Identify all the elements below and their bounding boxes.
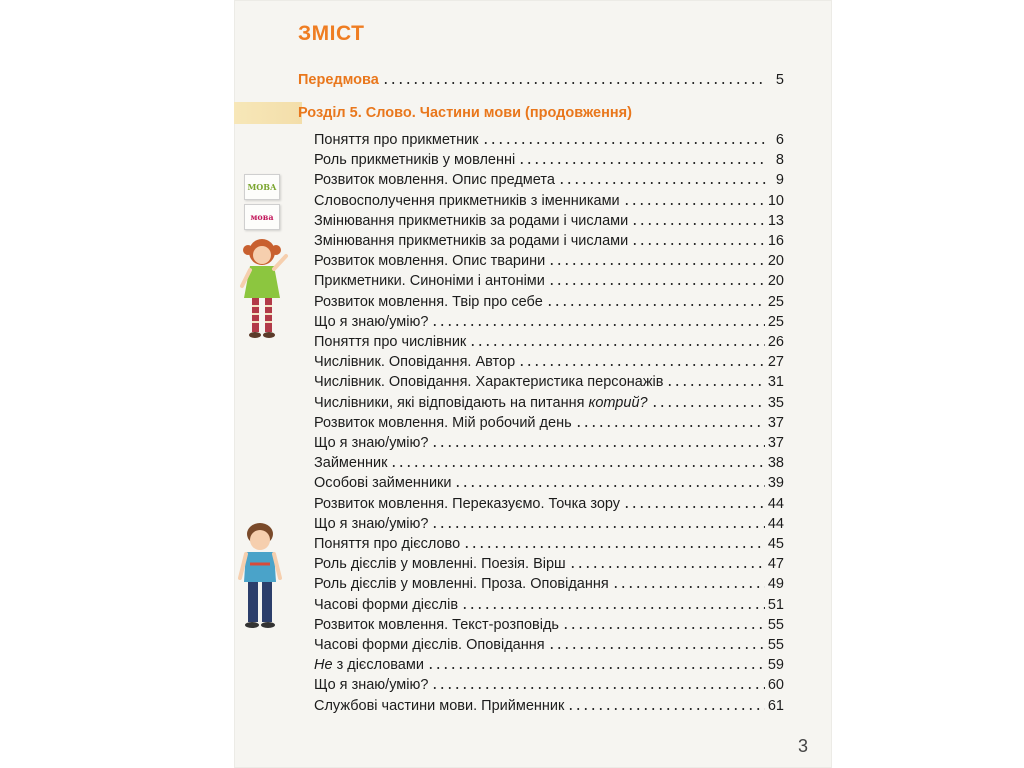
toc-row-label: Словосполучення прикметників з іменниками — [314, 192, 620, 209]
toc-row[interactable] — [314, 189, 784, 209]
dot-leader — [390, 465, 764, 467]
toc-row[interactable] — [314, 613, 784, 633]
toc-row-label: Особові займенники — [314, 475, 452, 492]
toc-row[interactable] — [314, 512, 784, 532]
toc-row-page: 13 — [767, 212, 784, 229]
toc-row-label-italic: Не — [314, 657, 333, 674]
toc-row-label: Часові форми дієслів. Оповідання — [314, 637, 545, 653]
dot-leader — [623, 203, 765, 205]
toc-row-page: 35 — [767, 394, 784, 411]
toc-row-label: Розвиток мовлення. Мій робочий день — [314, 414, 572, 431]
dot-leader — [575, 425, 765, 427]
toc-row-label: Числівники, які відповідають на питання котрий? — [314, 394, 648, 411]
toc-row[interactable] — [314, 471, 784, 491]
toc-row[interactable] — [314, 411, 784, 431]
toc-row-page: 20 — [767, 253, 784, 270]
toc-row-label: Поняття про числівник — [314, 334, 467, 350]
dot-leader — [612, 586, 765, 588]
dot-leader — [548, 263, 765, 265]
toc-row[interactable] — [314, 552, 784, 572]
toc-row[interactable] — [314, 694, 784, 714]
toc-row-label-italic: котрий? — [588, 394, 648, 411]
toc-row-page: 5 — [775, 72, 784, 88]
girl-illustration — [236, 236, 292, 342]
dot-leader — [518, 364, 765, 366]
dot-leader — [469, 344, 765, 346]
section-heading: Розділ 5. Слово. Частини мови (продовження) — [298, 105, 632, 121]
dot-leader — [482, 142, 767, 144]
toc-row-label: Розвиток мовлення. Текст-розповідь — [314, 616, 559, 633]
toc-row-page: 16 — [767, 233, 784, 249]
toc-row-page: 61 — [767, 697, 784, 714]
toc-row-page: 27 — [767, 354, 784, 371]
dot-leader — [431, 526, 764, 528]
toc-row-page: 51 — [767, 596, 784, 613]
dot-leader — [569, 566, 765, 568]
toc-row-label: Розвиток мовлення. Переказуємо. Точка зору — [314, 495, 621, 512]
toc-row-page: 10 — [767, 192, 784, 209]
toc-row-page: 25 — [767, 293, 784, 310]
toc-row-page: 8 — [775, 152, 784, 169]
toc-row-page: 44 — [767, 495, 784, 512]
toc-row-label: Роль прикметників у мовленні — [314, 152, 516, 169]
textbook-page — [234, 0, 832, 768]
toc-row[interactable] — [314, 673, 784, 693]
mova-label-lower: мова — [244, 204, 280, 230]
toc-title: ЗМІСТ — [298, 22, 365, 45]
toc-row[interactable] — [314, 593, 784, 613]
toc-row-label: Числівник. Оповідання. Характеристика персонажів — [314, 374, 664, 391]
toc-row-label: Що я знаю/умію? — [314, 435, 429, 451]
dot-leader — [666, 384, 764, 386]
dot-leader — [427, 667, 765, 669]
toc-row-preface[interactable] — [298, 68, 784, 88]
toc-row-label: Прикметники. Синоніми і антоніми — [314, 273, 545, 290]
dot-leader — [431, 445, 764, 447]
dot-leader — [562, 627, 765, 629]
dot-leader — [431, 687, 764, 689]
toc-row[interactable] — [314, 653, 784, 673]
toc-row-page: 25 — [767, 313, 784, 330]
dot-leader — [631, 243, 765, 245]
toc-row-label: Поняття про прикметник — [314, 132, 479, 148]
toc-row-label: Роль дієслів у мовленні. Поезія. Вірш — [314, 556, 566, 573]
toc-row-label: Займенник — [314, 455, 388, 472]
dot-leader — [431, 324, 764, 326]
toc-row[interactable] — [314, 330, 784, 350]
dot-leader — [518, 162, 767, 164]
toc-row-page: 9 — [775, 172, 784, 189]
dot-leader — [382, 82, 767, 84]
toc-row-page: 59 — [767, 657, 784, 674]
toc-row[interactable] — [314, 370, 784, 390]
toc-row-page: 37 — [767, 414, 784, 431]
toc-row[interactable] — [314, 290, 784, 310]
toc-row[interactable] — [314, 451, 784, 471]
toc-row[interactable] — [314, 269, 784, 289]
dot-leader — [651, 405, 765, 407]
dot-leader — [548, 283, 765, 285]
toc-row-label: Передмова — [298, 72, 379, 88]
toc-row[interactable] — [314, 209, 784, 229]
toc-row[interactable] — [314, 128, 784, 148]
mova-label-upper: МОВА — [244, 174, 280, 200]
toc-row[interactable] — [314, 249, 784, 269]
dot-leader — [548, 647, 765, 649]
toc-row-page: 20 — [767, 273, 784, 290]
toc-row-label: Не з дієсловами — [314, 657, 424, 674]
dot-leader — [623, 506, 765, 508]
toc-row-label: Числівник. Оповідання. Автор — [314, 354, 516, 371]
toc-row-page: 38 — [767, 455, 784, 472]
toc-row-page: 49 — [767, 576, 784, 593]
section-highlight-band — [234, 102, 302, 124]
dot-leader — [631, 223, 765, 225]
toc-row-page: 44 — [767, 515, 784, 532]
toc-row-label: Що я знаю/умію? — [314, 677, 429, 694]
toc-row-page: 39 — [767, 475, 784, 492]
toc-row-page: 26 — [767, 334, 784, 350]
toc-row-page: 47 — [767, 556, 784, 573]
toc-row[interactable] — [314, 310, 784, 330]
toc-row-page: 45 — [767, 536, 784, 552]
toc-row[interactable] — [314, 572, 784, 592]
toc-row-label: Роль дієслів у мовленні. Проза. Оповідання — [314, 576, 609, 593]
dot-leader — [454, 485, 764, 487]
toc-row-label: Що я знаю/умію? — [314, 515, 429, 532]
toc-row-label: Часові форми дієслів — [314, 596, 459, 613]
toc-row-page: 55 — [767, 637, 784, 653]
toc-row-page: 31 — [767, 374, 784, 391]
toc-row[interactable] — [314, 350, 784, 370]
toc-row[interactable] — [314, 229, 784, 249]
toc-row-label: Що я знаю/умію? — [314, 313, 429, 330]
toc-row[interactable] — [314, 391, 784, 411]
toc-row[interactable] — [314, 633, 784, 653]
toc-row[interactable] — [314, 532, 784, 552]
toc-row-label: Змінювання прикметників за родами і числами — [314, 212, 629, 229]
page-number: 3 — [798, 736, 809, 756]
toc-row-page: 55 — [767, 616, 784, 633]
toc-row[interactable] — [314, 168, 784, 188]
toc-row-label: Розвиток мовлення. Опис тварини — [314, 253, 546, 270]
toc-row-label: Службові частини мови. Прийменник — [314, 697, 565, 714]
toc-row-page: 37 — [767, 435, 784, 451]
dot-leader — [461, 607, 765, 609]
dot-leader — [558, 182, 767, 184]
toc-row-label: Змінювання прикметників за родами і числами — [314, 233, 629, 249]
dot-leader — [546, 304, 765, 306]
toc-row-label: Поняття про дієслово — [314, 536, 461, 552]
toc-row[interactable] — [314, 431, 784, 451]
toc-row-page: 6 — [775, 132, 784, 148]
toc-row[interactable] — [314, 148, 784, 168]
toc-row[interactable] — [314, 492, 784, 512]
toc-row-page: 60 — [767, 677, 784, 694]
toc-row-label: Розвиток мовлення. Твір про себе — [314, 293, 543, 310]
boy-illustration — [236, 520, 286, 630]
dot-leader — [567, 708, 765, 710]
dot-leader — [463, 546, 765, 548]
toc-row-label: Розвиток мовлення. Опис предмета — [314, 172, 555, 189]
